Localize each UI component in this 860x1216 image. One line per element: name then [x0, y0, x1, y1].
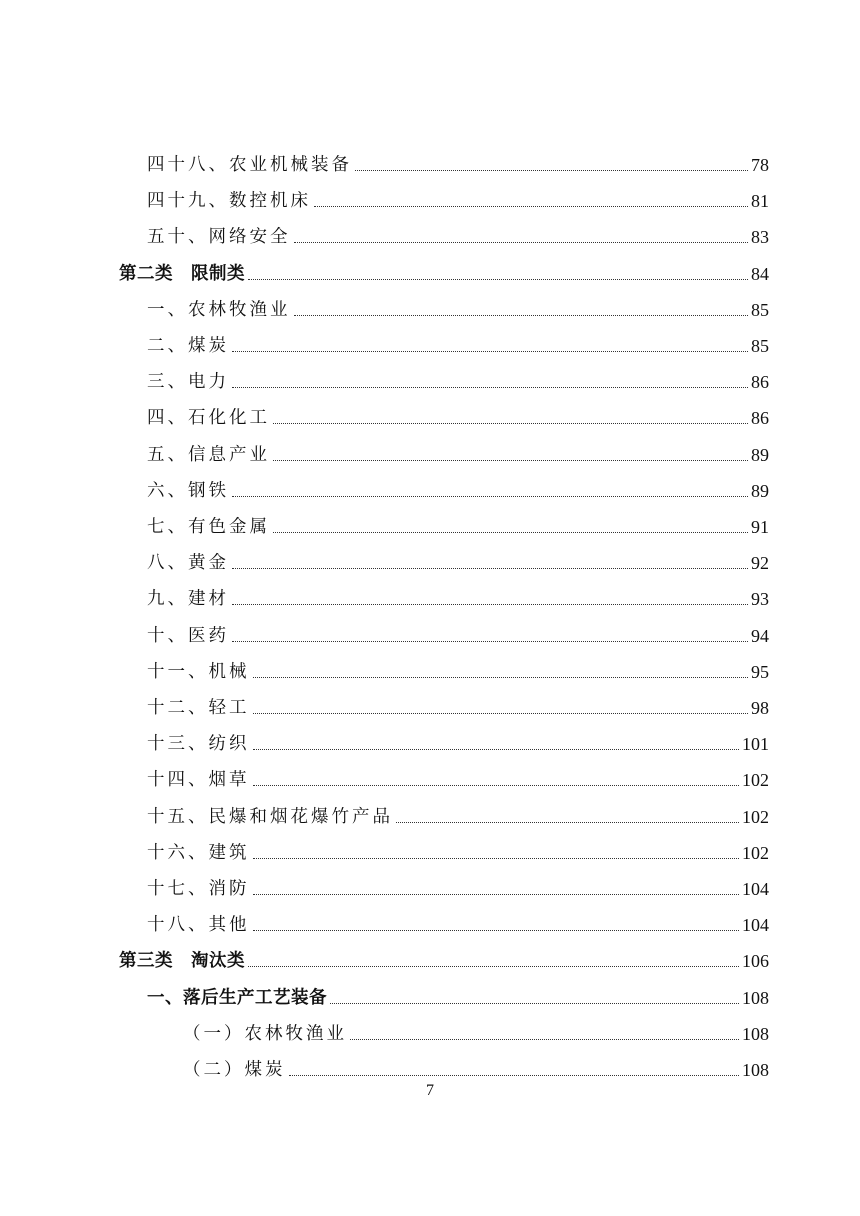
toc-entry-page: 104 [742, 879, 769, 899]
toc-entry-label: 十八、其他 [147, 915, 250, 936]
toc-entry-label: 六、钢铁 [147, 480, 229, 501]
toc-entry-label: 一、落后生产工艺装备 [147, 987, 327, 1008]
dot-leader [330, 1002, 739, 1004]
toc-entry-page: 104 [742, 915, 769, 936]
toc-entry[interactable] [147, 653, 769, 683]
toc-entry-page: 102 [742, 806, 769, 827]
toc-entry-label: 二、煤炭 [147, 336, 229, 356]
toc-entry-page: 91 [751, 517, 769, 537]
toc-entry-page: 83 [751, 227, 769, 248]
toc-entry-label: 十七、消防 [147, 879, 250, 899]
toc-entry-page: 86 [751, 408, 769, 429]
toc-entry[interactable] [147, 798, 769, 828]
toc-entry-label: 第三类 淘汰类 [119, 951, 245, 972]
toc-entry-page: 93 [751, 589, 769, 610]
toc-entry-page: 92 [751, 553, 769, 574]
toc-entry-label: （一）农林牧渔业 [183, 1023, 347, 1044]
toc-entry-page: 95 [751, 661, 769, 682]
dot-leader [253, 929, 740, 931]
toc-entry-page: 102 [742, 842, 769, 863]
toc-entry[interactable] [119, 942, 769, 972]
dot-leader [232, 567, 748, 569]
toc-entry-page: 106 [742, 951, 769, 972]
toc-entry[interactable] [147, 399, 769, 429]
toc-entry-label: 五、信息产业 [147, 444, 270, 465]
dot-leader [232, 495, 748, 497]
toc-entry-page: 81 [751, 191, 769, 212]
toc-entry[interactable] [147, 544, 769, 574]
toc-entry-page: 78 [751, 155, 769, 175]
toc-entry-label: 第二类 限制类 [119, 263, 245, 284]
toc-entry-page: 108 [742, 987, 769, 1008]
toc-entry-page: 98 [751, 698, 769, 718]
toc-entry-label: 九、建材 [147, 589, 229, 610]
dot-leader [273, 459, 748, 461]
dot-leader [253, 857, 740, 859]
dot-leader [253, 676, 749, 678]
toc-entry-page: 94 [751, 625, 769, 646]
toc-entry-page: 84 [751, 263, 769, 284]
dot-leader [294, 241, 749, 243]
toc-entry[interactable] [183, 1051, 769, 1081]
toc-entry-label: 十四、烟草 [147, 770, 250, 791]
toc-entry-label: 三、电力 [147, 372, 229, 393]
toc-entry-label: 一、农林牧渔业 [147, 299, 291, 320]
dot-leader [232, 350, 748, 352]
toc-entry[interactable] [183, 1015, 769, 1045]
dot-leader [248, 965, 739, 967]
toc-entry[interactable] [147, 689, 769, 719]
dot-leader [253, 893, 740, 895]
toc-entry[interactable] [147, 218, 769, 248]
dot-leader [248, 278, 748, 280]
toc-entry[interactable] [147, 146, 769, 176]
toc-entry[interactable] [119, 255, 769, 285]
toc-entry-label: 五十、网络安全 [147, 227, 291, 248]
dot-leader [355, 169, 748, 171]
toc-entry[interactable] [147, 834, 769, 864]
toc-entry[interactable] [147, 508, 769, 538]
dot-leader [232, 603, 748, 605]
dot-leader [232, 640, 748, 642]
dot-leader [232, 386, 748, 388]
toc-entry-page: 102 [742, 770, 769, 791]
toc-entry-page: 108 [742, 1023, 769, 1044]
toc-entry-page: 86 [751, 372, 769, 393]
toc-entry-label: 四十八、农业机械装备 [147, 155, 352, 175]
toc-entry-label: 四、石化化工 [147, 408, 270, 429]
toc-entry-page: 85 [751, 336, 769, 356]
page-number: 7 [426, 1082, 434, 1099]
dot-leader [314, 205, 748, 207]
dot-leader [396, 821, 739, 823]
toc-entry[interactable] [147, 870, 769, 900]
dot-leader [253, 784, 740, 786]
toc-entry[interactable] [147, 617, 769, 647]
toc-entry-label: 十、医药 [147, 625, 229, 646]
toc-entry[interactable] [147, 979, 769, 1009]
toc-entry-page: 85 [751, 299, 769, 320]
dot-leader [253, 748, 740, 750]
toc-entry[interactable] [147, 291, 769, 321]
toc-entry[interactable] [147, 436, 769, 466]
toc-entry-label: 八、黄金 [147, 553, 229, 574]
toc-entry-label: 十五、民爆和烟花爆竹产品 [147, 806, 393, 827]
toc-entry-page: 108 [742, 1060, 769, 1080]
toc-entry-page: 101 [742, 734, 769, 755]
toc-entry[interactable] [147, 363, 769, 393]
dot-leader [273, 422, 748, 424]
toc-entry-page: 89 [751, 480, 769, 501]
dot-leader [294, 314, 749, 316]
dot-leader [253, 712, 749, 714]
dot-leader [350, 1038, 739, 1040]
toc-entry[interactable] [147, 580, 769, 610]
toc-entry[interactable] [147, 182, 769, 212]
toc-entry-label: 七、有色金属 [147, 517, 270, 537]
toc-entry[interactable] [147, 725, 769, 755]
dot-leader [289, 1074, 740, 1076]
dot-leader [273, 531, 748, 533]
toc-entry-label: （二）煤炭 [183, 1060, 286, 1080]
toc-entry-label: 十三、纺织 [147, 734, 250, 755]
toc-entry-page: 89 [751, 444, 769, 465]
toc-entry[interactable] [147, 906, 769, 936]
toc-entry-label: 十二、轻工 [147, 698, 250, 718]
toc-entry[interactable] [147, 472, 769, 502]
toc-entry-label: 十一、机械 [147, 661, 250, 682]
toc-entry-label: 四十九、数控机床 [147, 191, 311, 212]
toc-entry[interactable] [147, 327, 769, 357]
toc-entry-label: 十六、建筑 [147, 842, 250, 863]
toc-entry[interactable] [147, 761, 769, 791]
